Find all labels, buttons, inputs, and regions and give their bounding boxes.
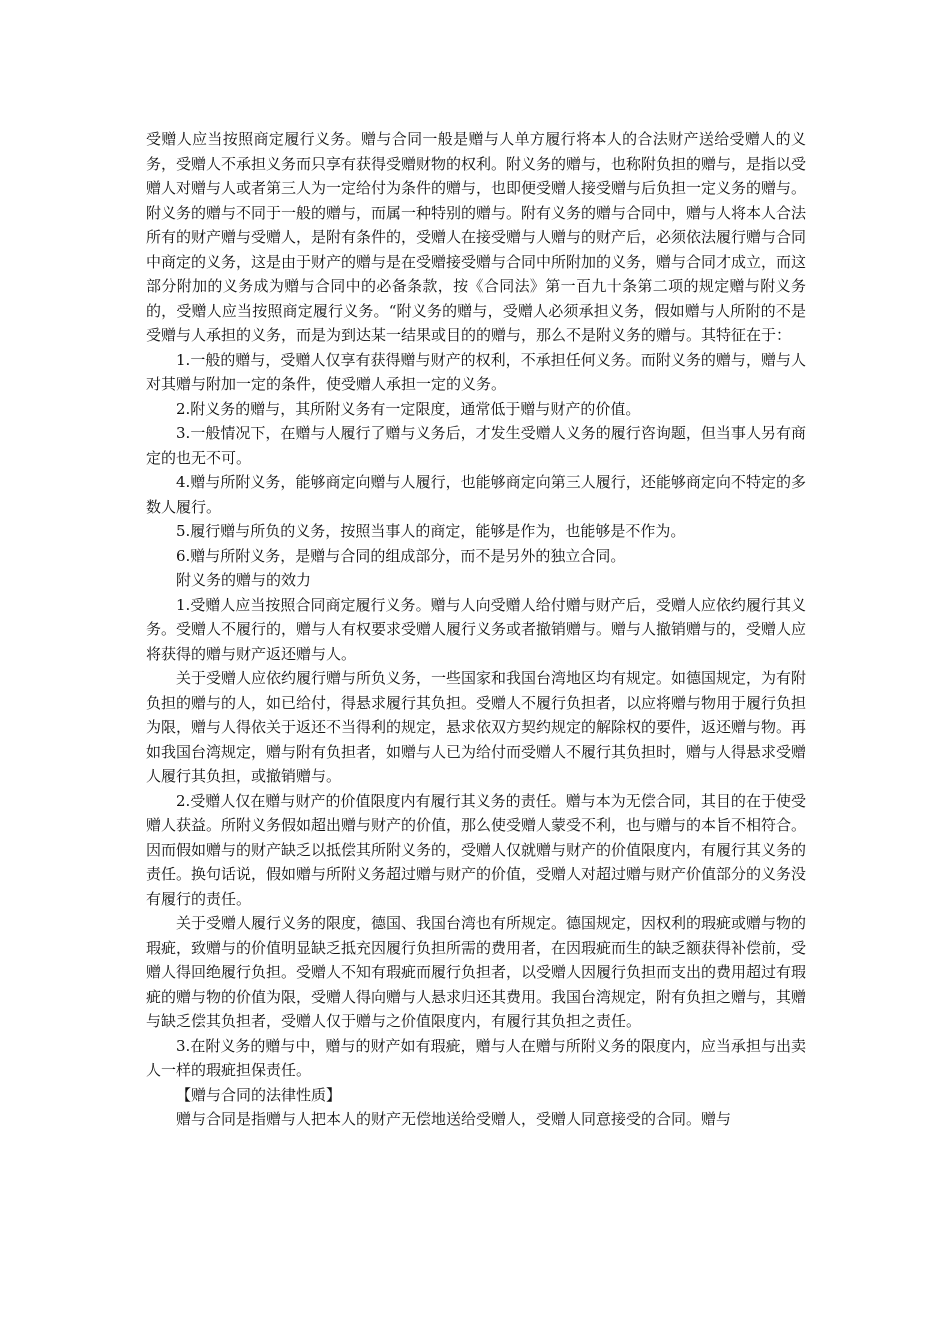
paragraph-effect-1: 1.受赠人应当按照合同商定履行义务。赠与人向受赠人给付赠与财产后，受赠人应依约履行其义务。受赠人不履行的，赠与人有权要求受赠人履行义务或者撤销赠与。赠与人撤销赠与的，受赠人应将获得的赠与财产返还赠与人。	[146, 595, 807, 663]
paragraph-effect-3: 3.在附义务的赠与中，赠与的财产如有瑕疵，赠与人在赠与所附义务的限度内，应当承担与出卖人一样的瑕疵担保责任。	[146, 1036, 806, 1079]
paragraph-feature-2: 2.附义务的赠与，其所附义务有一定限度，通常低于赠与财产的价值。	[176, 399, 641, 418]
section-heading-effect: 附义务的赠与的效力	[176, 571, 312, 589]
paragraph-effect-1-detail: 关于受赠人应依约履行赠与所负义务，一些国家和我国台湾地区均有规定。如德国规定，为有附负担的赠与的人，如已给付，得悬求履行其负担。受赠人不履行负担者，以应将赠与物用于履行负担为限，赠与人得依关于返还不当得利的规定，悬求依双方契约规定的解除权的要件，返还赠与物。再如我国台湾规定，赠与附有负担者，如赠与人已为给付而受赠人不履行其负担时，赠与人得悬求受赠人履行其负担，或撤销赠与。	[146, 669, 807, 785]
paragraph-feature-4: 4.赠与所附义务，能够商定向赠与人履行，也能够商定向第三人履行，还能够商定向不特定的多数人履行。	[146, 473, 806, 516]
section-heading-legal-nature: 【赠与合同的法律性质】	[176, 1085, 342, 1104]
paragraph-effect-2: 2.受赠人仅在赠与财产的价值限度内有履行其义务的责任。赠与本为无偿合同，其目的在于使受赠人获益。所附义务假如超出赠与财产的价值，那么使受赠人蒙受不利，也与赠与的本旨不相符合。因而假如赠与的财产缺乏以抵偿其所附义务的，受赠人仅就赠与财产的价值限度内，有履行其义务的责任。换句话说，假如赠与所附义务超过赠与财产的价值，受赠人对超过赠与财产价值部分的义务没有履行的责任。	[146, 791, 807, 908]
paragraph-feature-6: 6.赠与所附义务，是赠与合同的组成部分，而不是另外的独立合同。	[176, 546, 626, 565]
paragraph-effect-2-detail: 关于受赠人履行义务的限度，德国、我国台湾也有所规定。德国规定，因权利的瑕疵或赠与物的瑕疵，致赠与的价值明显缺乏抵充因履行负担所需的费用者，在因瑕疵而生的缺乏额获得补偿前，受赠人得回绝履行负担。受赠人不知有瑕疵而履行负担者，以受赠人因履行负担而支出的费用超过有瑕疵的赠与物的价值为限，受赠人得向赠与人悬求归还其费用。我国台湾规定，附有负担之赠与，其赠与缺乏偿其负担者，受赠人仅于赠与之价值限度内，有履行其负担之责任。	[146, 914, 807, 1030]
document-body	[146, 127, 806, 1132]
paragraph-feature-5: 5.履行赠与所负的义务，按照当事人的商定，能够是作为，也能够是不作为。	[176, 522, 686, 540]
paragraph-intro: 受赠人应当按照商定履行义务。赠与合同一般是赠与人单方履行将本人的合法财产送给受赠人的义务，受赠人不承担义务而只享有获得受赠财物的权利。附义务的赠与，也称附负担的赠与，是指以受赠人对赠与人或者第三人为一定给付为条件的赠与，也即便受赠人接受赠与后负担一定义务的赠与。附义务的赠与不同于一般的赠与，而属一种特别的赠与。附有义务的赠与合同中，赠与人将本人合法所有的财产赠与受赠人，是附有条件的，受赠人在接受赠与人赠与的财产后，必须依法履行赠与合同中商定的义务，这是由于财产的赠与是在受赠接受赠与合同中所附加的义务，赠与合同才成立，而这部分附加的义务成为赠与合同中的必备条款，按《合同法》第一百九十条第二项的规定赠与附义务的，受赠人应当按照商定履行义务。“附义务的赠与，受赠人必须承担义务，假如赠与人所附的不是受赠与人承担的义务，而是为到达某一结果或目的的赠与，那么不是附义务的赠与。其特征在于：	[146, 130, 807, 344]
paragraph-legal-nature: 赠与合同是指赠与人把本人的财产无偿地送给受赠人，受赠人同意接受的合同。赠与	[176, 1110, 732, 1128]
paragraph-feature-3: 3.一般情况下，在赠与人履行了赠与义务后，才发生受赠人义务的履行咨询题，但当事人另有商定的也无不可。	[146, 424, 806, 467]
paragraph-feature-1: 1.一般的赠与，受赠人仅享有获得赠与财产的权利，不承担任何义务。而附义务的赠与，赠与人对其赠与附加一定的条件，使受赠人承担一定的义务。	[146, 350, 806, 393]
